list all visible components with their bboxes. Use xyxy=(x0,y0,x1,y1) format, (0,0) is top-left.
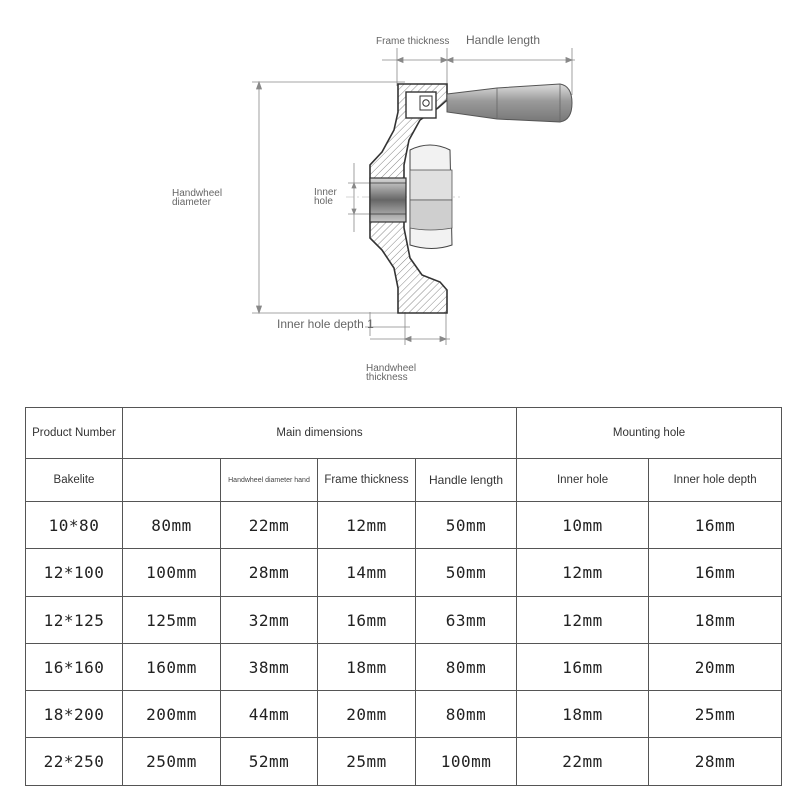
header-empty xyxy=(123,459,221,502)
header-main-dimensions: Main dimensions xyxy=(123,408,517,459)
handle-grip xyxy=(447,84,572,122)
cell-handwheel-diameter: 250mm xyxy=(123,738,221,786)
label-frame-thickness: Frame thickness xyxy=(376,36,450,47)
label-line: hole xyxy=(314,196,333,207)
table-row xyxy=(26,597,782,644)
cell-inner-hole-depth: 28mm xyxy=(649,738,782,786)
header-handle-length: Handle length xyxy=(416,459,517,502)
header-inner-hole-depth: Inner hole depth xyxy=(649,459,782,502)
cell-frame-thickness: 12mm xyxy=(318,502,416,549)
label-line: Inner xyxy=(314,187,337,198)
cell-handwheel-diameter-hand: 28mm xyxy=(221,549,318,597)
table-row xyxy=(26,549,782,597)
wheel-section xyxy=(370,84,452,313)
cell-handwheel-diameter: 80mm xyxy=(123,502,221,549)
table-header-row-1 xyxy=(26,408,782,459)
label-line: diameter xyxy=(172,197,211,208)
bottom-dimension-lines xyxy=(365,312,450,345)
label-handwheel-diameter xyxy=(172,189,222,207)
header-handwheel-diameter-hand: Handwheel diameter hand xyxy=(221,459,318,502)
cell-product-number: 22*250 xyxy=(26,738,123,786)
cell-product-number: 16*160 xyxy=(26,644,123,691)
table-row xyxy=(26,738,782,786)
cell-handle-length: 80mm xyxy=(416,691,517,738)
cell-handle-length: 80mm xyxy=(416,644,517,691)
cell-inner-hole: 16mm xyxy=(517,644,649,691)
cell-handwheel-diameter: 100mm xyxy=(123,549,221,597)
cell-inner-hole-depth: 16mm xyxy=(649,502,782,549)
cell-inner-hole: 12mm xyxy=(517,597,649,644)
cell-handwheel-diameter-hand: 52mm xyxy=(221,738,318,786)
cell-frame-thickness: 18mm xyxy=(318,644,416,691)
header-bakelite: Bakelite xyxy=(26,459,123,502)
label-handwheel-thickness xyxy=(366,364,416,382)
cell-handwheel-diameter-hand: 44mm xyxy=(221,691,318,738)
cell-handwheel-diameter-hand: 22mm xyxy=(221,502,318,549)
cell-handwheel-diameter: 200mm xyxy=(123,691,221,738)
label-handle-length: Handle length xyxy=(466,33,541,47)
label-inner-hole-depth: Inner hole depth 1 xyxy=(277,317,374,331)
header-frame-thickness: Frame thickness xyxy=(318,459,416,502)
label-line: Handwheel xyxy=(366,363,417,374)
cell-product-number: 18*200 xyxy=(26,691,123,738)
cell-inner-hole-depth: 16mm xyxy=(649,549,782,597)
cell-handwheel-diameter-hand: 32mm xyxy=(221,597,318,644)
cell-handwheel-diameter: 160mm xyxy=(123,644,221,691)
table-row xyxy=(26,502,782,549)
label-line: Handwheel xyxy=(172,188,223,199)
header-inner-hole: Inner hole xyxy=(517,459,649,502)
header-mounting-hole: Mounting hole xyxy=(517,408,782,459)
cell-product-number: 12*100 xyxy=(26,549,123,597)
cell-handle-length: 50mm xyxy=(416,549,517,597)
table-row xyxy=(26,644,782,691)
cell-handle-length: 100mm xyxy=(416,738,517,786)
cell-handle-length: 50mm xyxy=(416,502,517,549)
cell-product-number: 10*80 xyxy=(26,502,123,549)
cell-product-number: 12*125 xyxy=(26,597,123,644)
cell-frame-thickness: 14mm xyxy=(318,549,416,597)
cell-frame-thickness: 20mm xyxy=(318,691,416,738)
cell-inner-hole-depth: 18mm xyxy=(649,597,782,644)
label-line: thickness xyxy=(366,372,408,383)
table-header-row-2 xyxy=(26,459,782,502)
cell-frame-thickness: 16mm xyxy=(318,597,416,644)
cell-inner-hole: 10mm xyxy=(517,502,649,549)
cell-inner-hole: 12mm xyxy=(517,549,649,597)
specification-table xyxy=(25,407,782,786)
cell-inner-hole-depth: 25mm xyxy=(649,691,782,738)
cell-handle-length: 63mm xyxy=(416,597,517,644)
inner-hole-dimension xyxy=(348,163,372,232)
cell-inner-hole-depth: 20mm xyxy=(649,644,782,691)
label-inner-hole xyxy=(314,188,337,206)
cell-handwheel-diameter-hand: 38mm xyxy=(221,644,318,691)
cell-handwheel-diameter: 125mm xyxy=(123,597,221,644)
cell-inner-hole: 22mm xyxy=(517,738,649,786)
cell-frame-thickness: 25mm xyxy=(318,738,416,786)
table-row xyxy=(26,691,782,738)
cell-inner-hole: 18mm xyxy=(517,691,649,738)
header-product-number: Product Number xyxy=(26,408,123,459)
